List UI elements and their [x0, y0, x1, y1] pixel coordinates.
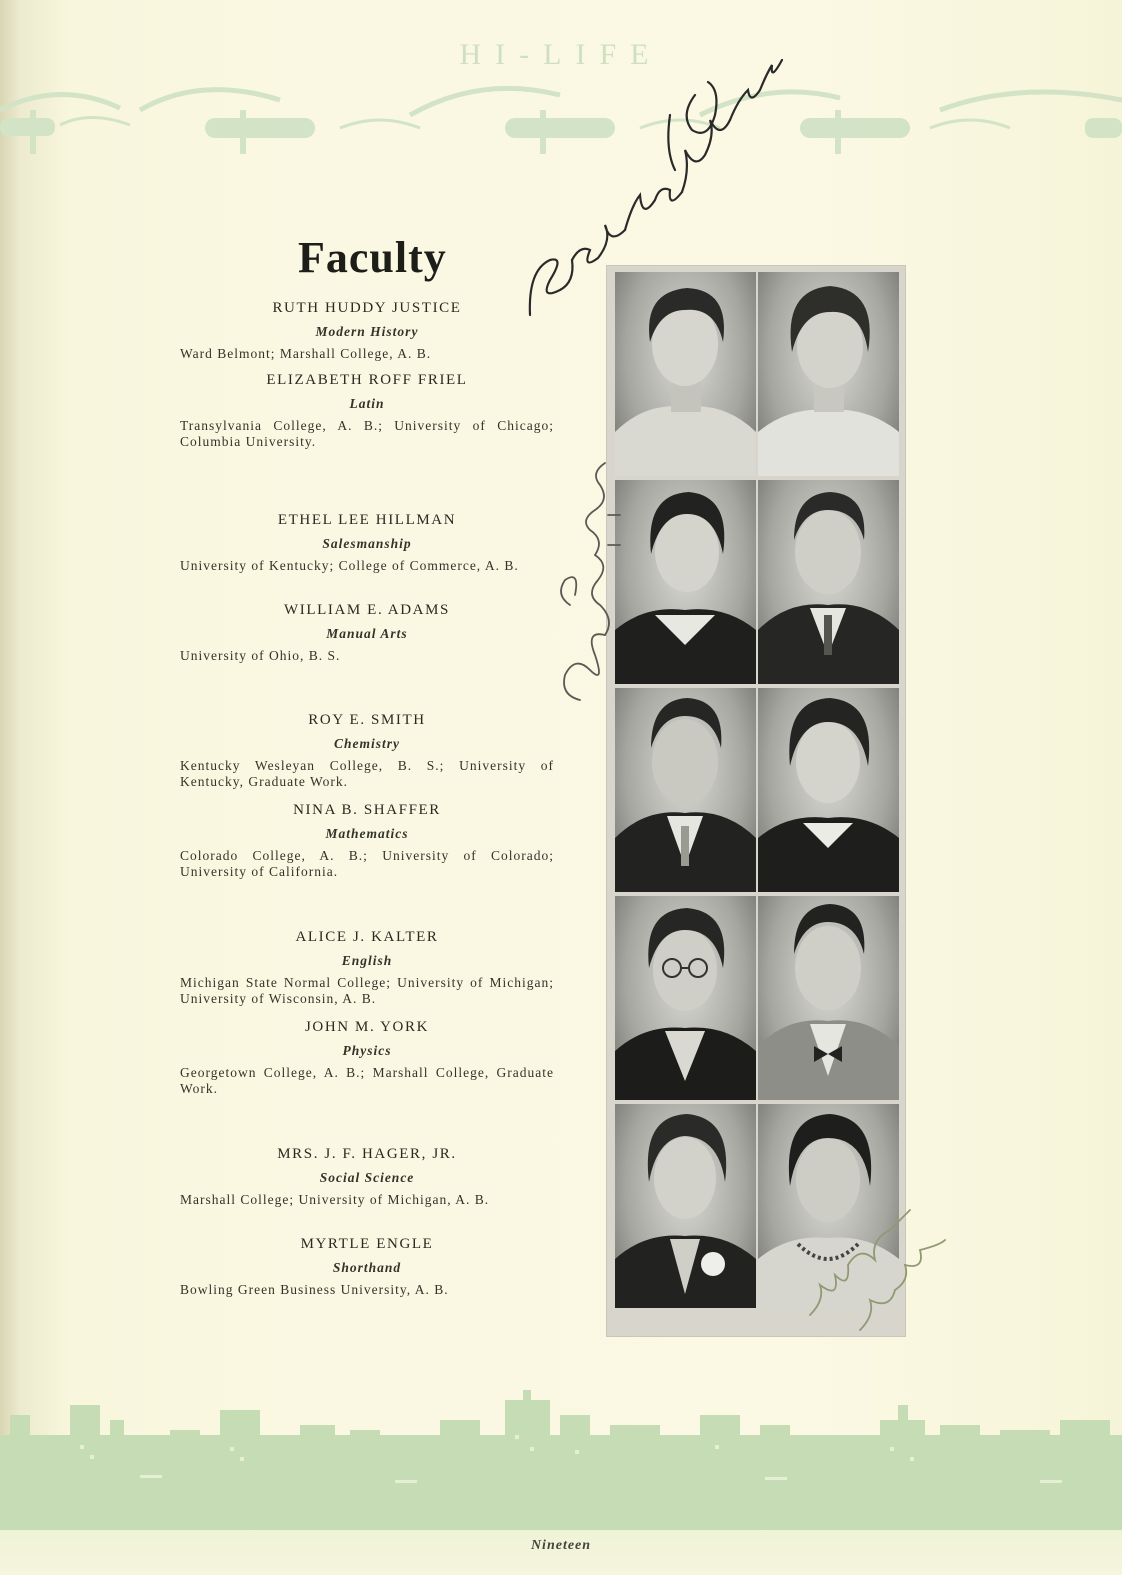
faculty-entry [180, 929, 554, 1007]
faculty-credentials: Bowling Green Business University, A. B. [180, 1282, 449, 1297]
faculty-name: ROY E. SMITH [308, 712, 426, 728]
signature-ethel-lee-hillman [550, 455, 630, 705]
faculty-subject: Mathematics [325, 826, 409, 841]
faculty-credentials: University of Kentucky; College of Commerce, A. B. [180, 558, 519, 573]
faculty-credentials: Transylvania College, A. B.; University of Chicago; Columbia University. [180, 418, 554, 449]
faculty-subject: Shorthand [332, 1260, 402, 1275]
faculty-credentials: Georgetown College, A. B.; Marshall College, Graduate Work. [180, 1065, 554, 1096]
faculty-entry [180, 1146, 554, 1208]
faculty-photo-grid [606, 265, 906, 1337]
faculty-entry [180, 802, 554, 880]
faculty-subject: Social Science [319, 1170, 415, 1185]
faculty-credentials: Kentucky Wesleyan College, B. S.; University of Kentucky, Graduate Work. [180, 758, 554, 789]
faculty-entry [180, 1019, 554, 1097]
faculty-credentials: Colorado College, A. B.; University of Colorado; University of California. [180, 848, 554, 879]
city-skyline-band [0, 1385, 1122, 1540]
faculty-name: ETHEL LEE HILLMAN [277, 512, 457, 528]
faculty-photo [615, 688, 756, 892]
signature-myrtle-engle [800, 1205, 960, 1345]
signature-ruth-huddy-justice [520, 20, 790, 330]
faculty-photo [758, 896, 899, 1100]
faculty-name: MYRTLE ENGLE [300, 1236, 434, 1252]
page-title: Faculty [298, 233, 447, 282]
faculty-name: ALICE J. KALTER [295, 929, 439, 945]
faculty-photo [615, 480, 756, 684]
faculty-name: ELIZABETH ROFF FRIEL [266, 372, 468, 388]
faculty-entry [180, 372, 554, 450]
faculty-credentials: Ward Belmont; Marshall College, A. B. [180, 346, 432, 361]
faculty-subject: Modern History [315, 324, 419, 339]
faculty-subject: Manual Arts [326, 626, 408, 641]
faculty-photo [615, 896, 756, 1100]
faculty-name: RUTH HUDDY JUSTICE [272, 300, 462, 316]
faculty-credentials: Marshall College; University of Michigan, A. B. [180, 1192, 490, 1207]
faculty-entry [180, 300, 554, 362]
page-number: Nineteen [530, 1538, 592, 1553]
faculty-credentials: University of Ohio, B. S. [180, 648, 341, 663]
header-title: HI-LIFE [459, 38, 663, 71]
faculty-subject: Salesmanship [322, 536, 412, 551]
faculty-photo [758, 480, 899, 684]
faculty-subject: Physics [342, 1043, 392, 1058]
faculty-photo [758, 688, 899, 892]
faculty-name: NINA B. SHAFFER [293, 802, 441, 818]
faculty-entry [180, 512, 554, 574]
faculty-subject: Chemistry [333, 736, 400, 751]
faculty-photo [615, 1104, 756, 1308]
faculty-subject: English [341, 953, 393, 968]
faculty-credentials: Michigan State Normal College; University of Michigan; University of Wisconsin, A. B. [180, 975, 554, 1006]
faculty-name: WILLIAM E. ADAMS [283, 602, 450, 618]
faculty-entry [180, 1236, 554, 1298]
faculty-entry [180, 712, 554, 790]
faculty-subject: Latin [349, 396, 385, 411]
faculty-name: MRS. J. F. HAGER, JR. [277, 1146, 457, 1162]
faculty-name: JOHN M. YORK [304, 1019, 430, 1035]
faculty-entry [180, 602, 554, 664]
